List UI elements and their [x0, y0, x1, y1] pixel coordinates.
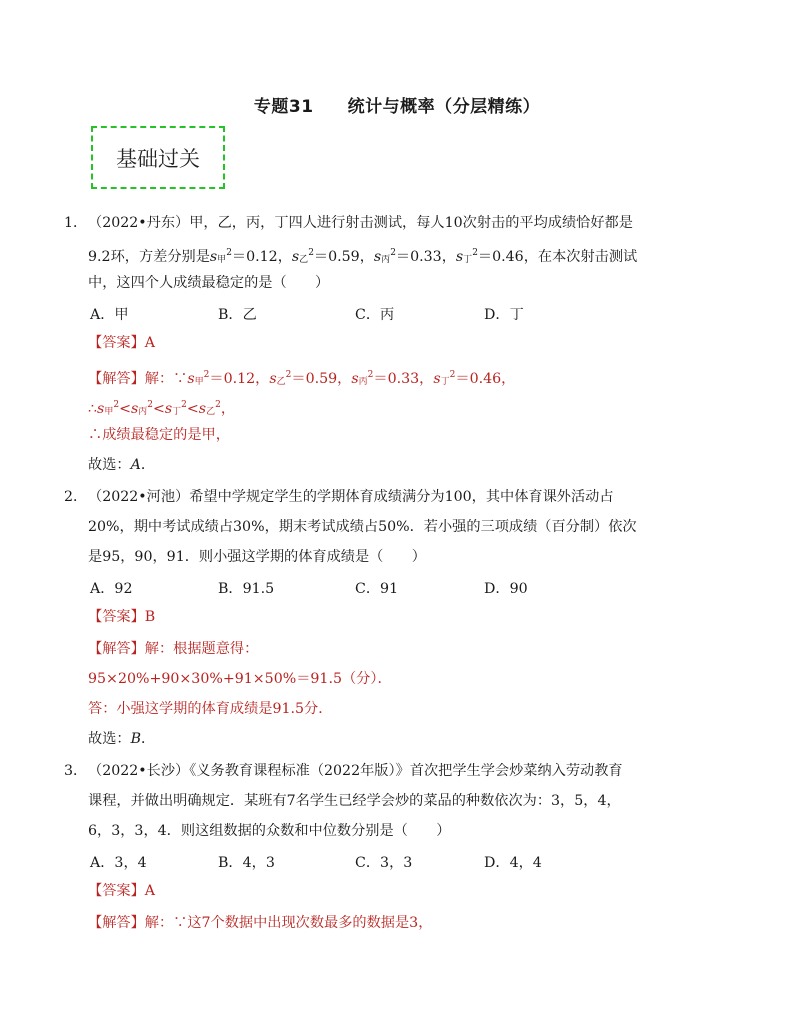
option-c: C．3，3: [355, 855, 413, 871]
option-c: C．91: [355, 581, 399, 597]
section-label-box: [91, 126, 225, 189]
section-label: 基础过关: [116, 146, 200, 171]
answer-line: 【答案】A: [88, 883, 155, 899]
option-a: A．92: [90, 581, 133, 597]
question-text-line: 是95，90，91．则小强这学期的体育成绩是（ ）: [88, 549, 426, 565]
title-topic-name: 统计与概率（分层精练）: [347, 97, 541, 117]
question-number: 1．: [64, 215, 88, 231]
question-text-line: （2022•河池）希望中学规定学生的学期体育成绩满分为100，其中体育课外活动占: [88, 489, 614, 505]
solution-line: ∴成绩最稳定的是甲，: [88, 427, 230, 443]
option-d: D．4，4: [484, 855, 542, 871]
answer-line: 【答案】A: [88, 335, 155, 351]
option-d: D．丁: [484, 307, 524, 323]
question-text-line: （2022•丹东）甲，乙，丙，丁四人进行射击测试，每人10次射击的平均成绩恰好都是: [88, 215, 633, 231]
question-text-line: 6，3，3，4．则这组数据的众数和中位数分别是（ ）: [88, 823, 451, 839]
question-text-line: （2022•长沙）《义务教育课程标准（2022年版）》首次把学生学会炒菜纳入劳动教育: [88, 763, 623, 779]
question-number: 2．: [64, 489, 88, 505]
question-text-line: 20%，期中考试成绩占30%，期末考试成绩占50%．若小强的三项成绩（百分制）依次: [88, 519, 637, 535]
question-text-line: 中，这四个人成绩最稳定的是（ ）: [88, 275, 330, 291]
page-title: [0, 92, 794, 117]
option-b: B．4，3: [218, 855, 275, 871]
answer-line: 【答案】B: [88, 609, 156, 625]
option-a: A．3，4: [90, 855, 147, 871]
option-b: B．乙: [218, 307, 257, 323]
option-c: C．丙: [355, 307, 395, 323]
option-a: A．甲: [90, 307, 129, 323]
solution-line: 95×20%+90×30%+91×50%＝91.5（分）．: [88, 671, 392, 687]
solution-line: 答：小强这学期的体育成绩是91.5分．: [88, 701, 333, 717]
title-topic-number: 专题31: [253, 97, 314, 117]
conclusion-line: 故选：B．: [88, 731, 156, 747]
solution-line: 【解答】解：根据题意得：: [88, 641, 259, 657]
option-b: B．91.5: [218, 581, 275, 597]
option-d: D．90: [484, 581, 528, 597]
solution-line: 【解答】解：$\because s_甲^2=0.12$，$s_乙^2=0.59$，$s_丙^2=0.33$，$s_丁^2=0.46$，: [88, 370, 516, 387]
question-text-line: 9.2环，方差分别是$s_甲^2=0.12$，$s_乙^2=0.59$，$s_丙^2=0.33$，$s_丁^2=0.46$，在本次射击测试: [88, 248, 638, 265]
solution-line: $\therefore s_甲^2<s_丙^2<s_丁^2<s_乙^2$，: [88, 400, 236, 417]
question-text-line: 课程，并做出明确规定．某班有7名学生已经学会炒的菜品的种数依次为：3，5，4，: [88, 793, 621, 809]
conclusion-line: 故选：A．: [88, 457, 156, 473]
question-number: 3．: [64, 763, 88, 779]
solution-line: 【解答】解：∵这7个数据中出现次数最多的数据是3，: [88, 915, 433, 931]
